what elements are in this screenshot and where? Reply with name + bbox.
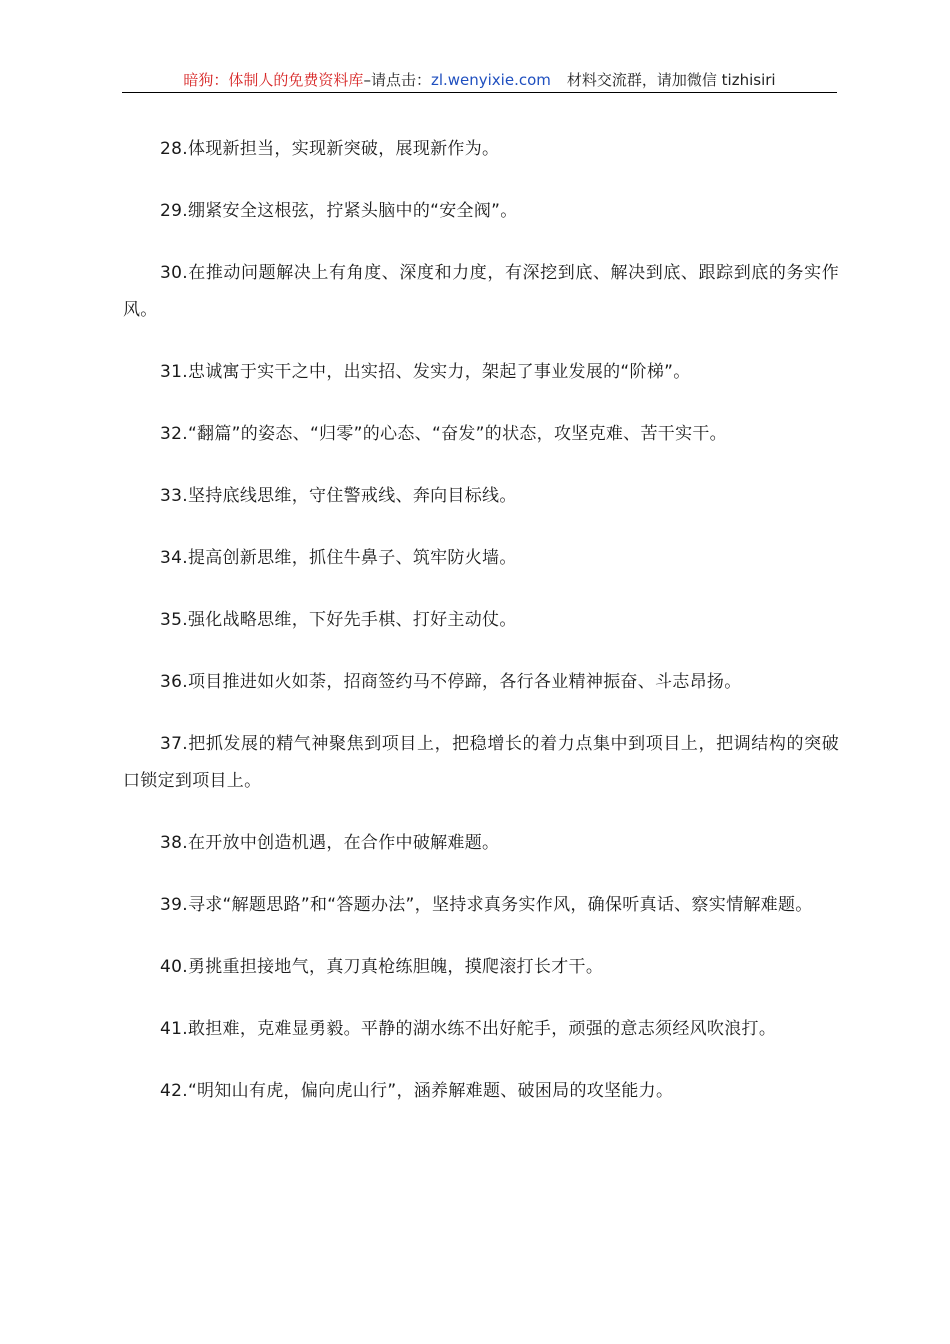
item-number: 37.	[160, 734, 188, 754]
list-item	[123, 1073, 839, 1110]
item-number: 28.	[160, 139, 188, 159]
list-item	[123, 949, 839, 986]
item-number: 31.	[160, 362, 188, 382]
page-header	[122, 70, 837, 93]
list-item	[123, 540, 839, 577]
item-text: 在推动问题解决上有角度、深度和力度，有深挖到底、解决到底、跟踪到底的务实作风。	[123, 263, 839, 320]
item-text: “明知山有虎，偏向虎山行”，涵养解难题、破困局的攻坚能力。	[187, 1081, 674, 1101]
item-text: 忠诚寓于实干之中，出实招、发实力，架起了事业发展的“阶梯”。	[187, 362, 691, 382]
list-item	[123, 354, 839, 391]
item-number: 36.	[160, 672, 188, 692]
item-text: 项目推进如火如荼，招商签约马不停蹄，各行各业精神振奋、斗志昂扬。	[187, 672, 742, 692]
item-number: 30.	[160, 263, 188, 283]
item-text: 把抓发展的精气神聚焦到项目上，把稳增长的着力点集中到项目上，把调结构的突破口锁定到项目上。	[123, 734, 839, 791]
list-item	[123, 825, 839, 862]
list-item	[123, 193, 839, 230]
item-number: 41.	[160, 1019, 188, 1039]
item-text: “翻篇”的姿态、“归零”的心态、“奋发”的状态，攻坚克难、苦干实干。	[187, 424, 727, 444]
document-body	[123, 131, 839, 1135]
item-number: 35.	[160, 610, 188, 630]
item-text: 坚持底线思维，守住警戒线、奔向目标线。	[187, 486, 517, 506]
item-text: 提高创新思维，抓住牛鼻子、筑牢防火墙。	[187, 548, 517, 568]
item-text: 体现新担当，实现新突破，展现新作为。	[187, 139, 500, 159]
list-item	[123, 416, 839, 453]
list-item	[123, 726, 839, 800]
header-url-link[interactable]: zl.wenyixie.com	[430, 71, 551, 89]
list-item	[123, 131, 839, 168]
item-number: 29.	[160, 201, 188, 221]
item-number: 34.	[160, 548, 188, 568]
item-number: 38.	[160, 833, 188, 853]
item-text: 敢担难，克难显勇毅。平静的湖水练不出好舵手，顽强的意志须经风吹浪打。	[187, 1019, 777, 1039]
list-item	[123, 602, 839, 639]
item-number: 32.	[160, 424, 188, 444]
header-brand: 暗狗：体制人的免费资料库	[183, 71, 364, 89]
item-text: 寻求“解题思路”和“答题办法”，坚持求真务实作风，确保听真话、察实情解难题。	[187, 895, 813, 915]
item-text: 绷紧安全这根弦，拧紧头脑中的“安全阀”。	[187, 201, 518, 221]
item-number: 39.	[160, 895, 188, 915]
item-number: 42.	[160, 1081, 188, 1101]
list-item	[123, 1011, 839, 1048]
item-text: 勇挑重担接地气，真刀真枪练胆魄，摸爬滚打长才干。	[187, 957, 604, 977]
list-item	[123, 887, 839, 924]
header-separator: –请点击：	[363, 71, 431, 89]
item-text: 强化战略思维，下好先手棋、打好主动仗。	[187, 610, 517, 630]
list-item	[123, 664, 839, 701]
item-number: 40.	[160, 957, 188, 977]
list-item	[123, 255, 839, 329]
list-item	[123, 478, 839, 515]
header-contact: 材料交流群，请加微信 tizhisiri	[566, 71, 776, 89]
item-number: 33.	[160, 486, 188, 506]
item-text: 在开放中创造机遇，在合作中破解难题。	[187, 833, 500, 853]
